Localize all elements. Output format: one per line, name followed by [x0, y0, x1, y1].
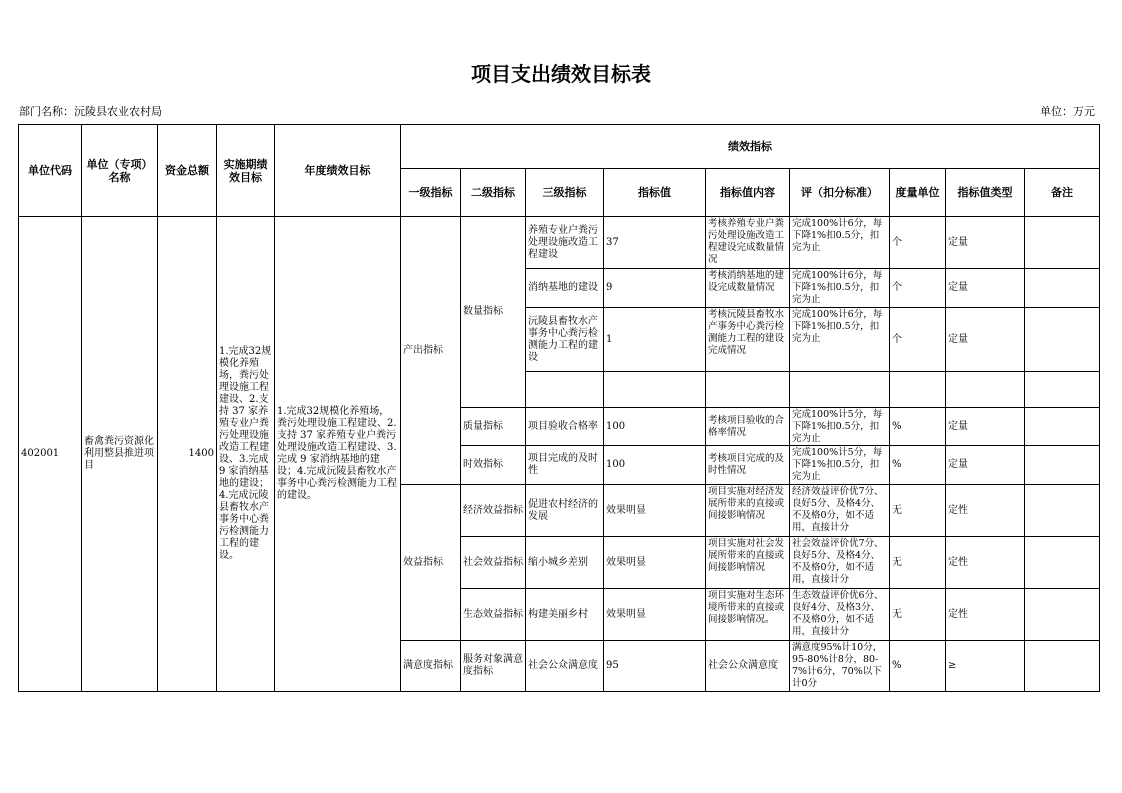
remark-cell	[1025, 446, 1100, 485]
indicator-value: 100	[604, 446, 706, 485]
indicator-content: 考核消纳基地的建设完成数量情况	[706, 269, 790, 308]
indicator-content: 考核项目完成的及时性情况	[706, 446, 790, 485]
indicator-value: 95	[604, 641, 706, 692]
level2-economic: 经济效益指标	[461, 485, 526, 537]
header-scoring: 评（扣分标准）	[790, 169, 890, 217]
value-type: 定性	[946, 589, 1025, 641]
scoring-standard: 完成100%计5分，每下降1%扣0.5分，扣完为止	[790, 408, 890, 446]
empty-cell	[604, 372, 706, 408]
indicator-value: 100	[604, 408, 706, 446]
measure-unit: 无	[890, 485, 946, 537]
level3-indicator: 项目完成的及时性	[526, 446, 604, 485]
level2-timeliness: 时效指标	[461, 446, 526, 485]
empty-cell	[790, 372, 890, 408]
header-value: 指标值	[604, 169, 706, 217]
header-annual-goal: 年度绩效目标	[275, 125, 401, 217]
scoring-standard: 社会效益评价优7分、良好5分、及格4分、不及格0分，如不适用，直接计分	[790, 537, 890, 589]
performance-target-table	[18, 124, 1100, 692]
header-level2: 二级指标	[461, 169, 526, 217]
level2-quantity: 数量指标	[461, 217, 526, 408]
department-name: 部门名称：沅陵县农业农村局	[19, 105, 162, 118]
indicator-content: 社会公众满意度	[706, 641, 790, 692]
scoring-standard: 满意度95%计10分，95-80%计8分，80-7%计6分，70%以下计0分	[790, 641, 890, 692]
scoring-standard: 生态效益评价优6分、良好4分、及格3分、不及格0分，如不适用，直接计分	[790, 589, 890, 641]
remark-cell	[1025, 485, 1100, 537]
value-type: 定量	[946, 446, 1025, 485]
level3-indicator: 社会公众满意度	[526, 641, 604, 692]
indicator-value: 效果明显	[604, 589, 706, 641]
page-title: 项目支出绩效目标表	[471, 62, 651, 86]
indicator-value: 1	[604, 308, 706, 372]
empty-cell	[706, 372, 790, 408]
measure-unit: 无	[890, 537, 946, 589]
level3-indicator: 缩小城乡差别	[526, 537, 604, 589]
empty-cell	[526, 372, 604, 408]
indicator-value: 9	[604, 269, 706, 308]
level3-indicator: 沅陵县畜牧水产事务中心粪污检测能力工程的建设	[526, 308, 604, 372]
annual-goal: 1.完成32规模化养殖场，粪污处理设施工程建设、2.支持 37 家养殖专业户粪污处理设施改造工程建设、3.完成 9 家消纳基地的建设；4.完成沅陵县畜牧水产事务中心粪污检测能力工程的建设。	[275, 217, 401, 692]
header-measure-unit: 度量单位	[890, 169, 946, 217]
empty-cell	[890, 372, 946, 408]
period-goal: 1.完成32规模化养殖场，粪污处理设施工程建设、2.支持 37 家养殖专业户粪污处理设施改造工程建设、3.完成 9 家消纳基地的建设；4.完成沅陵县畜牧水产事务中心粪污检测能力工程的建设。	[217, 217, 275, 692]
value-type: 定量	[946, 408, 1025, 446]
header-performance-indicators: 绩效指标	[401, 125, 1100, 169]
indicator-content: 考核沅陵县畜牧水产事务中心粪污检测能力工程的建设完成情况	[706, 308, 790, 372]
header-value-content: 指标值内容	[706, 169, 790, 217]
value-type: ≥	[946, 641, 1025, 692]
measure-unit: %	[890, 408, 946, 446]
header-remark: 备注	[1025, 169, 1100, 217]
indicator-content: 考核项目验收的合格率情况	[706, 408, 790, 446]
measure-unit: 个	[890, 217, 946, 269]
header-total-funds: 资金总额	[158, 125, 217, 217]
value-type: 定量	[946, 217, 1025, 269]
remark-cell	[1025, 217, 1100, 269]
level3-indicator: 养殖专业户粪污处理设施改造工程建设	[526, 217, 604, 269]
table-row	[19, 217, 1100, 269]
indicator-value: 效果明显	[604, 485, 706, 537]
indicator-content: 项目实施对经济发展所带来的直接或间接影响情况	[706, 485, 790, 537]
remark-cell	[1025, 408, 1100, 446]
measure-unit: %	[890, 446, 946, 485]
indicator-content: 项目实施对生态环境所带来的直接或间接影响情况。	[706, 589, 790, 641]
remark-cell	[1025, 308, 1100, 372]
header-unit-code: 单位代码	[19, 125, 82, 217]
level3-indicator: 构建美丽乡村	[526, 589, 604, 641]
project-name: 畜禽粪污资源化利用整县推进项目	[82, 217, 158, 692]
value-type: 定量	[946, 308, 1025, 372]
level3-indicator: 项目验收合格率	[526, 408, 604, 446]
indicator-content: 考核养殖专业户粪污处理设施改造工程建设完成数量情况	[706, 217, 790, 269]
project-funds: 1400	[158, 217, 217, 692]
remark-cell	[1025, 537, 1100, 589]
scoring-standard: 完成100%计6分，每下降1%扣0.5分，扣完为止	[790, 269, 890, 308]
level3-indicator: 消纳基地的建设	[526, 269, 604, 308]
currency-unit: 单位：万元	[1040, 105, 1095, 118]
indicator-value: 37	[604, 217, 706, 269]
level1-satisfaction: 满意度指标	[401, 641, 461, 692]
value-type: 定性	[946, 537, 1025, 589]
scoring-standard: 完成100%计5分，每下降1%扣0.5分，扣完为止	[790, 446, 890, 485]
remark-cell	[1025, 641, 1100, 692]
value-type: 定量	[946, 269, 1025, 308]
level1-output: 产出指标	[401, 217, 461, 485]
measure-unit: %	[890, 641, 946, 692]
project-code: 402001	[19, 217, 82, 692]
value-type: 定性	[946, 485, 1025, 537]
measure-unit: 个	[890, 308, 946, 372]
header-level3: 三级指标	[526, 169, 604, 217]
scoring-standard: 完成100%计6分，每下降1%扣0.5分，扣完为止	[790, 217, 890, 269]
empty-cell	[1025, 372, 1100, 408]
header-period-goal: 实施期绩效目标	[217, 125, 275, 217]
level2-ecological: 生态效益指标	[461, 589, 526, 641]
remark-cell	[1025, 269, 1100, 308]
scoring-standard: 完成100%计6分，每下降1%扣0.5分，扣完为止	[790, 308, 890, 372]
empty-cell	[946, 372, 1025, 408]
scoring-standard: 经济效益评价优7分、良好5分、及格4分、不及格0分，如不适用，直接计分	[790, 485, 890, 537]
measure-unit: 无	[890, 589, 946, 641]
header-level1: 一级指标	[401, 169, 461, 217]
indicator-content: 项目实施对社会发展所带来的直接或间接影响情况	[706, 537, 790, 589]
level2-social: 社会效益指标	[461, 537, 526, 589]
level1-benefit: 效益指标	[401, 485, 461, 641]
measure-unit: 个	[890, 269, 946, 308]
header-unit-name: 单位（专项）名称	[82, 125, 158, 217]
header-value-type: 指标值类型	[946, 169, 1025, 217]
indicator-value: 效果明显	[604, 537, 706, 589]
header-row-1	[19, 125, 1100, 169]
level2-quality: 质量指标	[461, 408, 526, 446]
remark-cell	[1025, 589, 1100, 641]
level3-indicator: 促进农村经济的发展	[526, 485, 604, 537]
level2-service: 服务对象满意度指标	[461, 641, 526, 692]
